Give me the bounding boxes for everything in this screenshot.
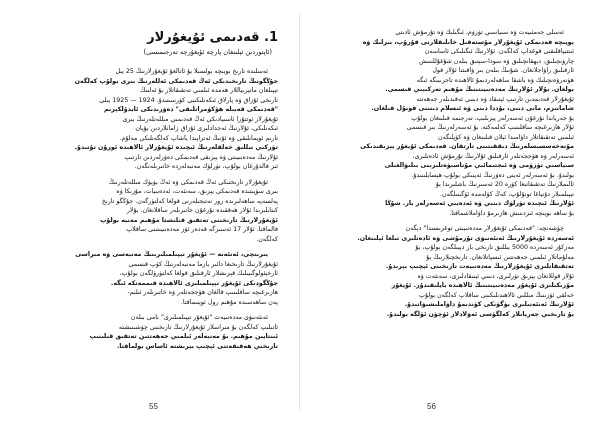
left-text-block <box>34 28 278 351</box>
text-line: تارىخى ئۇزاق ۋە پارلاق ئىكەنلىكىنى كۆرسىتىدۇ. 1924 — 1925 يىلى <box>99 96 278 104</box>
text-line: ئۇلار ھازىرغىچە ساقلىنىپ كەلمەكتە. بۇ ئەسەرلەرنىڭ بىر قىسمى <box>406 124 574 131</box>
text-line: بويىچە قەدىمكى ئۇيغۇرلار مۇستەقىل خانلىقلارنى قۇرۇپ، بىرلىك ۋە <box>362 38 574 46</box>
text-line: ئۇلارنىڭ ئىچىدە تۈرلۈك دىنىي ۋە ئەدەبىي ئەسەرلەر بار. شۇڭا <box>385 200 574 207</box>
page-number-right: 56 <box>427 402 436 411</box>
text-line: مەزكۇر ئەسەردە 5000 يىللىق تارىخى بار دېيىلگەن بولۇپ، بۇ <box>415 244 574 251</box>
text-line: ئالىملارنىڭ تەتقىقاتىغا كۆرە 20 ئەسىرنىڭ باشلىرىدا بۇ <box>435 181 574 188</box>
text-line: ئاتىلىپ كەلگەن بۇ مىراسلار ئۇيغۇرلارنىڭ تارىخىنى چۈشىنىشتە <box>118 323 278 331</box>
text-line: شامانىزم، مانى دىنى، بۇددا دىنى ۋە ئىسلام دىنىنى قوبۇل قىلغان. <box>371 105 574 112</box>
text-line: چارۋىچىلىق، دېھقانچىلىق ۋە سودا-سېتىق بىلەن شۇغۇللىنىش <box>419 57 574 65</box>
right-page <box>300 0 600 424</box>
text-line: ئەسلى جەمئىيەت ۋە سىياسىي تۈزۈم، ئىگىلىك ۋە تۇرمۇش ئادىتى <box>395 29 564 36</box>
right-paragraphs <box>330 28 574 319</box>
text-line: ئىنتايىن مۇھىم. بۇ مەنبەلەر ئىلمىي جەھەتتىن تەتقىق قىلىنىپ <box>89 333 278 340</box>
text-line: تۈركىي تىللىق خەلقلەرنىڭ ئىچىدە ئۇيغۇرلار ئالاھىدە ئورۇن تۇتىدۇ. <box>74 144 278 151</box>
text-line: بۇ ساھە بويىچە ئىزدىنىش ھازىرمۇ داۋاملاشماقتا. <box>449 209 574 217</box>
text-line: تېپىلغان ماتېرىياللار ھەمدە ئىلمىي تەتقىقاتلار بۇ ئەلنىڭ <box>140 87 278 94</box>
text-line: بولىدۇ. بۇ ئەسەرلەر ئەينى دەۋرنىڭ ئەينىكى بولۇپ ھېسابلىنىدۇ. <box>411 171 574 179</box>
text-line: بىرى سۈپىتىدە قەدىمكى يېزىق، سەنئەت، ئەدەبىيات، مۇزىكا ۋە <box>116 188 278 195</box>
text-line: ئەنئەنىۋى مەدەنىيەت "ئۇيغۇر تېپىلمىلىرى" نامى بىلەن <box>130 314 268 321</box>
text-line: ھازىرغىچە ساقلىنىپ قالغان ھۆججەتلەر ۋە خاتىرىلەر ئىلىم- <box>127 289 278 296</box>
page-number-left: 55 <box>149 402 158 411</box>
text-line: كەلگەن. <box>256 235 278 243</box>
text-line: ئۇيغۇرلار قەدىمدىن تارتىپ ئېتىقاد ۋە دىنىي ئەقىدىلەر جەھەتتە <box>416 95 574 103</box>
paragraph <box>34 313 278 351</box>
text-line: "قەدىمكى قەبىلە ھۆكۈمرانلىقى" دەۋرىدىكى ئابدۇلكېرىم <box>103 106 278 113</box>
text-line: تارىم ئويمانلىقى ۋە ئۇنىڭ ئەتراپىدا ياشاپ كەلگەنلىكى مەلۇم. <box>119 134 278 142</box>
left-paragraphs <box>34 67 278 351</box>
text-line: ئۇيغۇرلارنىڭ تارىخىغا دائىر يازما مەنبەلەرنىڭ كۆپ قىسمى <box>128 260 278 268</box>
text-line: ئۇلارنىڭ ئەنئەنىلىرى بۈگۈنكى كۈندىمۇ داۋاملىشىۋاتىدۇ. <box>404 301 574 308</box>
text-line: پەلسەپە ساھەلىرىدە زور نەتىجىلەرنى قولغا كەلتۈرگەن. جۇڭگو تارىخ <box>101 197 278 205</box>
text-line: ئەسەرلەر ۋە ھۆججەتلەر ئارقىلىق ئۇلارنىڭ تۇرمۇش ئادەتلىرى، <box>412 152 574 160</box>
text-line: سىياسىي تۈزۈمى ۋە ئىجتىمائىي مۇناسىۋەتلىرىنى بىلىۋالغىلى <box>384 162 574 169</box>
text-line: جۇڭگونىڭ تارىخىدىكى ئەڭ قەدىمكى ئەللەرنىڭ بىرى بولۇپ كەلگەن <box>74 77 278 85</box>
paragraph <box>34 178 278 245</box>
text-line: مەلۇماتلار ئىلمىي جەھەتتىن ئىسپاتلانغان. تارىخچىلارنىڭ بۇ <box>426 253 574 261</box>
text-line: بىرىنچى، ئەنئەنە — ئۇيغۇر تېپىلمىلىرىنىڭ مەنبەسى ۋە مىراسى <box>75 251 268 258</box>
text-line: ئىز قالدۇرغان بولۇپ، تۈرلۈك مەنبەلەردە خاتىرىلەنگەن. <box>134 163 278 170</box>
text-line: كىتابلىرىدا ئۇلار ھەققىدە نۇرغۇن خاتىرىلەر ساقلانغان. بۇلار <box>126 207 278 214</box>
text-line: قالماقتا. ئۇلار 17 ئەسىرگە قەدەر ئۆز مەدەنىيىتىنى ساقلاپ <box>126 226 278 233</box>
text-line: بۇ جەرياندا نۇرغۇن ئەسەرلەر يېزىلىپ، تەرجىمە قىلىنغان بولۇپ <box>411 114 574 122</box>
text-line: جۇڭگودىكى ئۇيغۇر تېپىلمىلىرى ئالاھىدە قىممەتكە ئىگە. <box>110 279 278 287</box>
chapter-heading: 1. قەدىمى ئۇيغۇرلار <box>147 30 278 45</box>
text-line: تارىخىي ھەقىقەتنى ئېچىپ بېرىشتە ئاساس بولماقتا. <box>116 342 278 350</box>
text-line: چۈشەنچە: "قەدىمكى ئۇيغۇرلار مەدەنىيىتى توغرىسىدا" دېگەن <box>405 225 564 232</box>
text-line: ئۇلار قوللانغان يېزىق تۈرلىرى، دىنىي ئېتىقادلىرى، سەنئەت ۋە <box>417 272 574 280</box>
paragraph <box>330 224 574 319</box>
text-line: مۇزىكىلىرى ئۇيغۇر مەدەنىيىتىنىڭ ئالاھىدە بايلىقىدۇر. ئۇيغۇر <box>391 282 574 289</box>
text-line: ئۇيغۇرلارنىڭ تارىخىنى تەتقىق قىلىشتا مۇھىم مەنبە بولۇپ <box>100 216 278 224</box>
right-text-block <box>330 28 574 319</box>
text-line: ئەسلىدە تارىخ بويىچە بولسىلا بۇ ئاتالغۇ ئۇيغۇرلارنىڭ 25 يىل <box>115 68 268 75</box>
paragraph <box>34 67 278 172</box>
paragraph <box>34 250 278 307</box>
text-line: مۇتەخەسسىسلەرنىڭ دىققىتىنى تارتقان. قەدىمكى ئۇيغۇر يېزىقىدىكى <box>360 143 574 150</box>
text-line: ئەسەردە ئۇيغۇرلارنىڭ ئەنئەنىۋى تۇرمۇشى ۋە ئادەتلىرى تىلغا ئېلىنغان. <box>357 234 574 242</box>
text-line: خەلقى ئۆزىنىڭ مىللىي ئالاھىدىلىكىنى ساقلاپ كەلگەن بولۇپ <box>419 291 574 299</box>
text-line: بۇ تارىخىي جەريانلار كەلگۈسى ئەۋلادلار ئۈچۈن ئۈلگە بولىدۇ. <box>386 310 574 318</box>
text-line: ئارقىلىق راۋاجلانغان. شۇنىڭ بىلەن بىر ۋاقىتتا ئۇلار قول <box>432 67 574 74</box>
paragraph <box>330 28 574 218</box>
text-line: ئارخېئولوگىيىلىك قېزىشلار ئارقىلىق قولغا كەلتۈرۈلگەن بولۇپ، <box>119 270 278 277</box>
text-line: تېپىلمىلار دۇنياغا تونۇلۇپ، كەڭ كۆلەمدە ئۆگىنىلگەن. <box>439 190 574 198</box>
text-line: پەن ساھەسىدە مۇھىم رول ئوينىماقتا. <box>180 298 278 306</box>
text-line: ئۇيغۇرلار تارىختىكى ئەڭ قەدىمكى ۋە ئەڭ بۈيۈك مىللەتلەرنىڭ <box>108 178 268 186</box>
text-line: تەتقىقاتلىرى ئۇيغۇرلارنىڭ مەدەنىيەت تارىخىنى ئېچىپ بېرىدۇ. <box>385 263 574 270</box>
text-line: ھۈنەرۋەنچىلىك ۋە باشقا ساھەلەردىمۇ ئالاھىدە تاجرىبىگە ئىگە <box>416 76 574 84</box>
text-line: ئىتتىپاقلىقنى قوغداپ كەلگەن. ئۇلارنىڭ ئىگىلىكى ئاساسەن <box>424 48 574 55</box>
text-line: ئۇيغۇرلار ئوتتۇرا ئاسىيادىكى ئەڭ قەدىمىي مىللەتلەرنىڭ بىرى <box>122 115 278 123</box>
text-line: ئۇلارنىڭ مەدەنىيىتى ۋە يېزىقى قەدىمكى دەۋرلەردىن تارتىپ <box>124 153 278 161</box>
text-line: ئىلمىي تەتقىقاتلار داۋامىدا ئېلان قىلىنغان ۋە كۆپلىگەن <box>437 133 574 141</box>
text-line: ئىكەنلىكى، ئۇلارنىڭ ئەجدادلىرى ئۇزاق زامانلاردىن بۇيان <box>135 125 278 132</box>
chapter-subtitle: (ئاپتوردىن ئېلىنغان پارچە ئۇيغۇرچە تەرجىمىسى) <box>143 48 272 56</box>
text-line: بولغان. بۇلار ئۇلارنىڭ مەدەنىيىتىنىڭ مۇھىم تەركىبىي قىسمى. <box>385 86 574 93</box>
